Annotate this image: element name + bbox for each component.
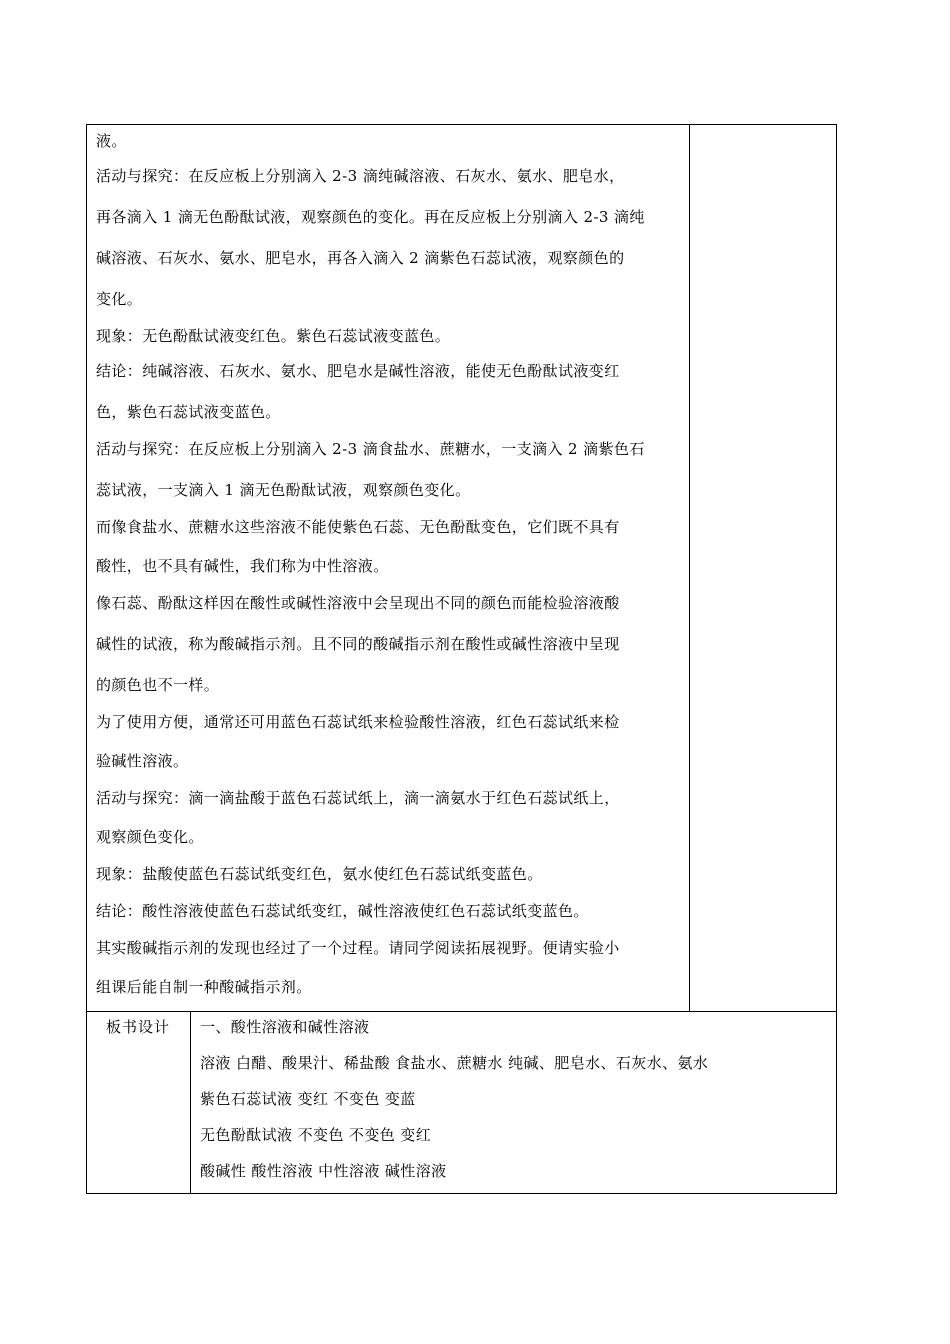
content-line: 活动与探究：滴一滴盐酸于蓝色石蕊试纸上，滴一滴氨水于红色石蕊试纸上， [96, 789, 620, 807]
content-line: 的颜色也不一样。 [96, 676, 220, 694]
table-border-bottom [86, 1193, 837, 1194]
content-line: 蕊试液，一支滴入 1 滴无色酚酞试液，观察颜色变化。 [96, 481, 471, 499]
content-line: 观察颜色变化。 [96, 828, 204, 846]
board-design-label: 板书设计 [105, 1018, 170, 1036]
content-line: 现象：无色酚酞试液变红色。紫色石蕊试液变蓝色。 [96, 327, 451, 345]
content-line: 酸性，也不具有碱性，我们称为中性溶液。 [96, 557, 389, 575]
content-line: 为了使用方便，通常还可用蓝色石蕊试纸来检验酸性溶液，红色石蕊试纸来检 [96, 713, 620, 731]
content-line: 结论：纯碱溶液、石灰水、氨水、肥皂水是碱性溶液，能使无色酚酞试液变红 [96, 362, 620, 380]
content-line: 活动与探究：在反应板上分别滴入 2-3 滴纯碱溶液、石灰水、氨水、肥皂水， [96, 167, 625, 185]
table-divider-board [190, 1011, 191, 1194]
content-line: 活动与探究：在反应板上分别滴入 2-3 滴食盐水、蔗糖水，一支滴入 2 滴紫色石 [96, 440, 645, 458]
board-heading: 一、酸性溶液和碱性溶液 [200, 1018, 370, 1036]
content-line: 现象：盐酸使蓝色石蕊试纸变红色，氨水使红色石蕊试纸变蓝色。 [96, 865, 543, 883]
content-line: 像石蕊、酚酞这样因在酸性或碱性溶液中会呈现出不同的颜色而能检验溶液酸 [96, 594, 620, 612]
board-row-solutions: 溶液 白醋、酸果汁、稀盐酸 食盐水、蔗糖水 纯碱、肥皂水、石灰水、氨水 [200, 1054, 709, 1072]
content-line: 变化。 [96, 290, 143, 308]
content-line: 碱溶液、石灰水、氨水、肥皂水，再各入滴入 2 滴紫色石蕊试液，观察颜色的 [96, 249, 625, 267]
board-row-phenolphthalein: 无色酚酞试液 不变色 不变色 变红 [200, 1126, 432, 1144]
content-line: 色，紫色石蕊试液变蓝色。 [96, 403, 281, 421]
content-line: 组课后能自制一种酸碱指示剂。 [96, 978, 312, 996]
content-line: 再各滴入 1 滴无色酚酞试液，观察颜色的变化。再在反应板上分别滴入 2-3 滴纯 [96, 208, 645, 226]
content-line: 液。 [96, 132, 127, 150]
content-line: 结论：酸性溶液使蓝色石蕊试纸变红，碱性溶液使红色石蕊试纸变蓝色。 [96, 902, 589, 920]
content-line: 其实酸碱指示剂的发现也经过了一个过程。请同学阅读拓展视野。便请实验小 [96, 939, 620, 957]
table-border-top [86, 124, 837, 125]
content-line: 碱性的试液，称为酸碱指示剂。且不同的酸碱指示剂在酸性或碱性溶液中呈现 [96, 635, 620, 653]
table-row-separator [86, 1011, 837, 1012]
content-line: 而像食盐水、蔗糖水这些溶液不能使紫色石蕊、无色酚酞变色，它们既不具有 [96, 518, 620, 536]
table-border-right [836, 124, 837, 1194]
content-line: 验碱性溶液。 [96, 752, 189, 770]
board-row-litmus: 紫色石蕊试液 变红 不变色 变蓝 [200, 1090, 416, 1108]
table-divider-content [689, 124, 690, 1011]
board-row-acidity: 酸碱性 酸性溶液 中性溶液 碱性溶液 [200, 1162, 447, 1180]
